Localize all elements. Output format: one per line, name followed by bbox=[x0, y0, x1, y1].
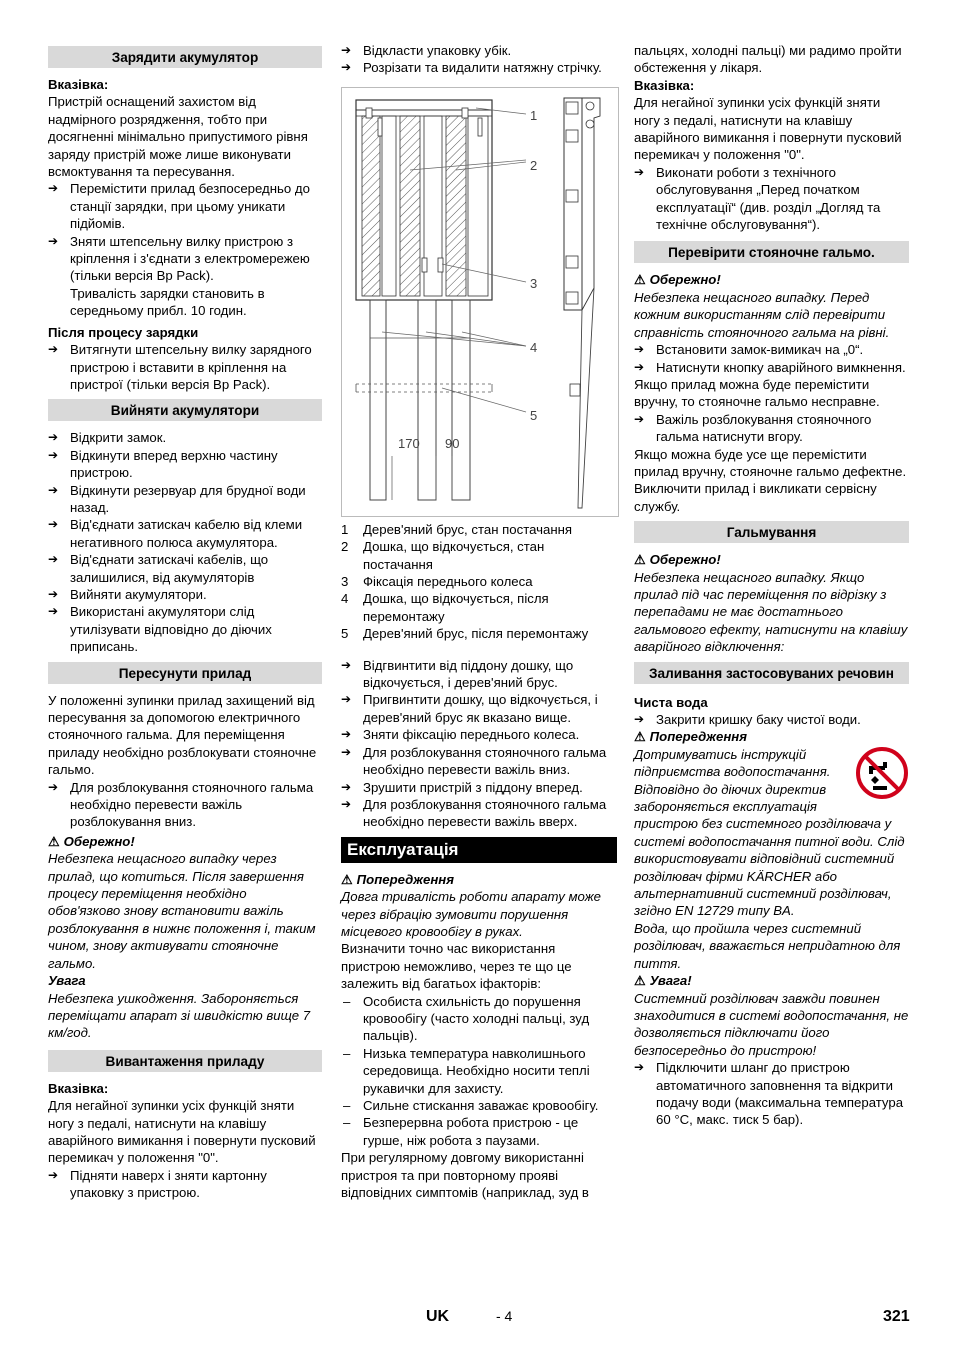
caution-label: Обережно! bbox=[63, 833, 135, 849]
step-item: ➔ Відкинути резервуар для брудної води назад. bbox=[48, 482, 322, 517]
warning-triangle-icon: ⚠ bbox=[341, 871, 353, 887]
warning-heading bbox=[341, 871, 617, 888]
callout-label: 1 bbox=[530, 107, 538, 123]
paragraph: Якщо можна буде усе ще перемістити прилад вручну, стояночне гальмо дефектне. Виключити прилад і викликати сервісну службу. bbox=[634, 446, 907, 514]
extended-board-left bbox=[370, 300, 386, 500]
paragraph-continued: пальцях, холодні пальці) ми радимо пройти обстеження у лікаря. bbox=[634, 43, 902, 76]
warning-label: Попередження bbox=[649, 729, 748, 745]
footer-page-number: 321 bbox=[883, 1308, 910, 1325]
fixture bbox=[378, 118, 382, 136]
pallet-diagram-svg bbox=[342, 88, 618, 516]
callout-line-4 bbox=[462, 332, 526, 346]
section-title-unloading: Вивантаження приладу bbox=[48, 1050, 322, 1072]
step-item: ➔ Від'єднати затискач кабелю від клеми негативного полюса акумулятора. bbox=[48, 516, 322, 551]
front-wheel-fixation bbox=[422, 258, 427, 272]
warning-triangle-icon: ⚠ bbox=[634, 552, 646, 568]
section-title-remove-batteries: Вийняти акумулятори bbox=[48, 399, 322, 421]
warning-triangle-icon: ⚠ bbox=[634, 272, 646, 288]
step-item: ➔ Зняти фіксацію переднього колеса. bbox=[341, 726, 617, 743]
step-item: ➔ Підключити шланг до пристрою автоматичного заповнення та відкрити подачу води (максимальна температура 60 °C, макс. тиск 5 бар). bbox=[634, 1059, 909, 1129]
attention-text: Небезпека ушкодження. Забороняється переміщати апарат зі швидкістю вище 7 км/год. bbox=[48, 990, 311, 1041]
section-title-braking: Гальмування bbox=[634, 521, 909, 543]
subheading-after-charging: Після процесу зарядки bbox=[48, 324, 199, 340]
dash-item: – Низька температура навколишнього середовища. Необхідно носити теплі рукавички для захисту. bbox=[341, 1045, 617, 1097]
warning-text: Вода, що пройшла через системний розділювач, вважається непридатною для пиття. bbox=[634, 920, 901, 971]
attention-text: Системний розділювач завжди повинен знаходитися в системі водопостачання, не дозволяється підключати його безпосередньо до пристрою! bbox=[634, 990, 909, 1058]
attention-label: Увага bbox=[48, 973, 86, 989]
step-item: ➔ Пригвинтити дошку, що відкочується, і дерев'яний брус як вказано вище. bbox=[341, 691, 617, 726]
dimension-label: 90 bbox=[445, 435, 460, 451]
note-text: Пристрій оснащений захистом від надмірного розрядження, тобто при досягненні мінімально припустимого рівня заряду пристрій може лише виконувати всмоктування та пересування. bbox=[48, 94, 308, 180]
paragraph: При регулярному довгому використанні пристроя та при повторному прояві відповідних симптомів (наприклад, зуд в bbox=[341, 1150, 589, 1201]
warning-triangle-icon: ⚠ bbox=[634, 973, 646, 989]
wooden-beam-left bbox=[362, 116, 380, 296]
legend-item: 3 Фіксація переднього колеса bbox=[341, 574, 533, 590]
paragraph: Визначити точно час використання пристрою неможливо, через те що це залежить від багатьох іфакторів: bbox=[341, 941, 572, 992]
warning-heading bbox=[634, 728, 909, 745]
section-title-charge-battery: Зарядити акумулятор bbox=[48, 46, 322, 68]
attention-heading bbox=[634, 972, 909, 989]
note-text: Для негайної зупинки усіх функцій зняти ногу з педалі, натиснути на клавішу аварійного вимикання і повернути пусковий перемикач у положення "0". bbox=[48, 1098, 316, 1166]
section-title-move-device: Пересунути прилад bbox=[48, 662, 322, 684]
chapter-title-operation: Експлуатація bbox=[341, 837, 617, 863]
step-item: ➔ Відкласти упаковку убік. bbox=[341, 42, 617, 59]
footer-language: UK bbox=[426, 1308, 450, 1325]
column-left bbox=[48, 42, 322, 1202]
legend-item: 2 Дошка, що відкочується, стан постачання bbox=[341, 539, 545, 572]
callout-label: 2 bbox=[530, 157, 538, 173]
side-block bbox=[566, 256, 578, 268]
callout-label: 3 bbox=[530, 275, 538, 291]
column-middle bbox=[341, 42, 617, 1201]
caution-heading bbox=[634, 271, 909, 288]
column-right bbox=[634, 42, 909, 1129]
paragraph: У положенні зупинки прилад захищений від пересування за допомогою електричного стояночного гальма. Для переміщення приладу необхідно розблокувати стояночне гальмо. bbox=[48, 692, 317, 778]
side-block bbox=[566, 292, 578, 304]
step-detail: Тривалість зарядки становить в середньому прибл. 10 годин. bbox=[70, 285, 265, 319]
caution-heading bbox=[48, 833, 322, 850]
note-label: Вказівка: bbox=[48, 1080, 109, 1096]
front-wheel-fixation bbox=[438, 258, 443, 272]
no-drinking-water-icon bbox=[855, 746, 909, 804]
caution-text: Небезпека нещасного випадку через прилад, що котиться. Після завершення процесу переміщення необхідно обов'язково знову встановити важіль розблокування в нижнє положення і, таким чином, знову активувати стояночне гальмо. bbox=[48, 851, 316, 971]
warning-text: Довга тривалість роботи апарату може через вібрацію зумовити порушення місцевого кровообігу в руках. bbox=[341, 889, 601, 939]
step-item: ➔ Відгвинтити від піддону дошку, що відкочується, і дерев'яний брус. bbox=[341, 657, 617, 692]
caution-text: Небезпека нещасного випадку. Перед кожним використанням слід перевірити справність стояночного гальма на рівні. bbox=[634, 289, 890, 340]
side-block bbox=[566, 190, 578, 202]
step-item: ➔ Важіль розблокування стояночного гальма натиснути вгору. bbox=[634, 411, 909, 446]
callout-line-4 bbox=[382, 332, 526, 346]
side-view-ramp bbox=[582, 98, 600, 310]
rolling-board-left bbox=[400, 116, 420, 296]
warning-triangle-icon: ⚠ bbox=[48, 833, 60, 849]
step-item: ➔ Для розблокування стояночного гальма необхідно перевести важіль розблокування вниз. bbox=[48, 779, 322, 831]
caution-label: Обережно! bbox=[649, 272, 721, 288]
dash-item: – Особиста схильність до порушення кровообігу (часто холодні пальці, зуд пальців). bbox=[341, 993, 617, 1045]
pallet-board bbox=[382, 116, 396, 296]
callout-line-4 bbox=[426, 332, 526, 346]
callout-label: 5 bbox=[530, 407, 538, 423]
extended-board-right bbox=[452, 300, 470, 500]
legend-item: 1 Дерев'яний брус, стан постачання bbox=[341, 521, 573, 537]
side-bolt bbox=[586, 120, 594, 128]
dash-item: – Безперервна робота пристрою - це гурше, ніж робота з паузами. bbox=[341, 1114, 617, 1149]
step-item: ➔ Розрізати та видалити натяжну стрічку. bbox=[341, 59, 617, 76]
subheading-fresh-water: Чиста вода bbox=[634, 694, 708, 710]
rolling-board-right bbox=[446, 116, 466, 296]
step-item: ➔ Від'єднати затискачі кабелів, що залишилися, від акумуляторів bbox=[48, 551, 322, 586]
callout-label: 4 bbox=[530, 339, 538, 355]
section-title-check-parking-brake: Перевірити стояночне гальмо. bbox=[634, 241, 909, 263]
step-item: ➔ Закрити кришку баку чистої води. bbox=[634, 711, 909, 728]
side-block bbox=[566, 130, 578, 142]
pallet-diagram bbox=[341, 87, 619, 517]
pallet-board bbox=[468, 116, 488, 296]
warning-label: Попередження bbox=[356, 871, 455, 887]
step-item: ➔ Натиснути кнопку аварійного вимкнення. bbox=[634, 359, 909, 376]
note-label: Вказівка: bbox=[48, 77, 109, 92]
caution-text: Небезпека нещасного випадку. Якщо прилад під час переміщення по відрізку з перепадами не має достатнього гальмового ефекту, натиснути на клавішу аварійного відключення: bbox=[634, 569, 908, 655]
step-item: ➔ Зрушити пристрій з піддону вперед. bbox=[341, 779, 617, 796]
section-title-filling-media: Заливання застосовуваних речовин bbox=[634, 662, 909, 684]
step-item: ➔ Виконати роботи з технічного обслуговування „Перед початком експлуатації“ (див. розділ „Догляд та технічне обслуговування“). bbox=[634, 164, 909, 234]
step-item: ➔ Для розблокування стояночного гальма необхідно перевести важіль вниз. bbox=[341, 744, 617, 779]
footer-page-local: - 4 bbox=[496, 1308, 513, 1324]
fixture bbox=[462, 108, 468, 118]
step-item: ➔ Підняти наверх і зняти картонну упаковку з пристрою. bbox=[48, 1167, 322, 1202]
step-item: ➔ Для розблокування стояночного гальма необхідно перевести важіль вверх. bbox=[341, 796, 617, 831]
caution-heading bbox=[634, 551, 909, 568]
step-item: ➔ Встановити замок-вимикач на „0“. bbox=[634, 341, 909, 358]
note-label: Вказівка: bbox=[634, 77, 695, 93]
side-block-after bbox=[570, 384, 580, 396]
dash-item: – Сильне стискання заважає кровообігу. bbox=[341, 1097, 617, 1114]
step-item: ➔ Вийняти акумулятори. bbox=[48, 586, 322, 603]
attention-label: Увага! bbox=[649, 973, 692, 989]
side-view-rolling-board bbox=[578, 288, 594, 508]
figure-legend bbox=[341, 521, 617, 643]
fixture bbox=[478, 118, 482, 136]
step-item: ➔ Витягнути штепсельну вилку зарядного пристрою і вставити в кріплення на пристрої (тільки версія Bp Pack). bbox=[48, 341, 322, 393]
side-block bbox=[566, 102, 578, 114]
dimension-label: 170 bbox=[398, 435, 420, 451]
caution-label: Обережно! bbox=[649, 552, 721, 568]
note-text: Для негайної зупинки усіх функцій зняти ногу з педалі, натиснути на клавішу аварійного вимикання і повернути пусковий перемикач у положення "0". bbox=[634, 95, 902, 163]
legend-item: 5 Дерев'яний брус, після перемонтажу bbox=[341, 626, 589, 642]
step-item: ➔ Використані акумулятори слід утилізувати відповідно до діючих приписань. bbox=[48, 603, 322, 655]
callout-line-1 bbox=[476, 108, 526, 114]
warning-text: Дотримуватись інструкцій підприємства водопостачання. Відповідно до діючих директив забороняється експлуатація пристрою без системного розділювача у системі водопостачання питної води. Слід використовувати відповідний системний розділювач фірми KÄRCHER або альтернативний системний розділювач, згідно EN 12729 типу BA. bbox=[634, 746, 905, 919]
step-item: ➔ Зняти штепсельну вилку пристрою з кріплення і з'єднати з електромережею (тільки версія Bp Pack). bbox=[48, 233, 322, 285]
side-bolt bbox=[586, 102, 594, 110]
extended-board-middle bbox=[418, 300, 436, 500]
paragraph: Якщо прилад можна буде перемістити вручну, то стояночне гальмо несправне. bbox=[634, 376, 880, 410]
legend-item: 4 Дошка, що відкочується, після перемонтажу bbox=[341, 591, 549, 624]
step-item: ➔ Перемістити прилад безпосередньо до станції зарядки, при цьому уникати підйомів. bbox=[48, 180, 322, 232]
warning-triangle-icon: ⚠ bbox=[634, 729, 646, 745]
step-item: ➔ Відкинути вперед верхню частину пристрою. bbox=[48, 447, 322, 482]
step-item: ➔ Відкрити замок. bbox=[48, 429, 322, 446]
fixture bbox=[366, 108, 372, 118]
